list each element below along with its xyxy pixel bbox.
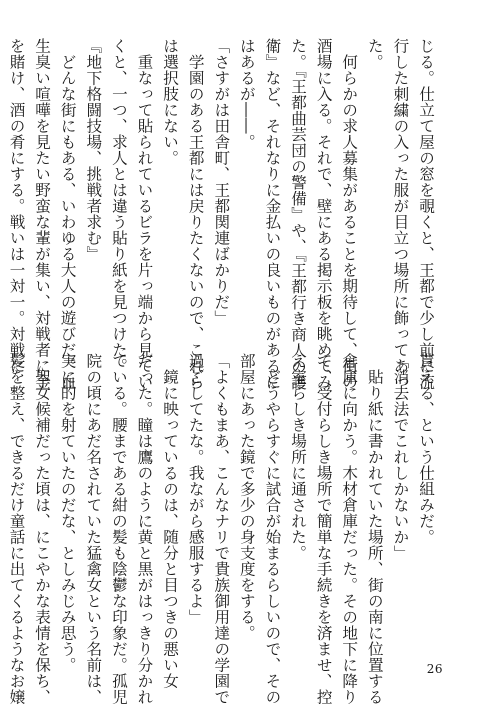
text-line: 酒場に入る。それで、壁にある掲示板を眺めてみ: [314, 38, 333, 390]
text-line: を賭け、酒の肴にする。戦いは一対一。対戦に: [7, 38, 26, 374]
text-line: 衛』など、それなりに金払いの良いものがあるに: [263, 38, 282, 390]
text-line: 学園のある王都には戻りたくないので、これら: [186, 38, 205, 390]
text-line: た。『王都曲芸団の警備』や、『王都行き商人の護: [289, 38, 308, 391]
text-line: 倉庫に向かう。木材倉庫だった。その地下に降り: [340, 353, 359, 705]
text-line: 部屋にあった鏡で多少の身支度をする。: [237, 353, 256, 641]
text-line: 何らかの求人募集があることを期待して、街の: [340, 38, 359, 390]
text-line: ている。腰まである紺の髪も陰鬱な印象だ。孤児: [109, 353, 128, 705]
text-line: 髪を整え、できるだけ童話に出てくるようなお嬢: [7, 353, 26, 705]
text-line: た。: [365, 38, 384, 70]
text-line: は選択肢にない。: [161, 38, 180, 166]
text-line: 貼り紙に書かれていた場所、街の南に位置する: [365, 353, 384, 705]
text-line: 聖女候補だった頃は、にこやかな表情を保ち、: [33, 353, 52, 705]
upper-text-block: [0, 38, 438, 391]
text-line: [0, 38, 3, 310]
text-line: 院の頃にあだ名されていた猛禽女という名前は、: [84, 353, 103, 705]
text-line: どんな街にもある、いわゆる大人の遊びだ。血: [58, 38, 77, 390]
text-line: て、受付らしき場所で簡単な手続きを済ませ、控: [314, 353, 333, 705]
text-line: 「さすがは田舎町、王都関連ばかりだ」: [212, 38, 231, 326]
text-line: 過ごしてたな。我ながら感服するよ」: [186, 353, 205, 625]
text-line: はあるが――。: [237, 38, 256, 150]
text-line: 行した刺繍の入った服が目立つ場所に飾ってあっ: [391, 38, 410, 390]
text-line: [0, 353, 3, 628]
text-line: 実に的を射ていたのだな、としみじみ思う。: [58, 353, 77, 673]
page-number: 26: [426, 662, 443, 676]
text-line: 重なって貼られているビラを片っ端から見てい: [135, 38, 154, 390]
text-line: 「よくもまあ、こんなナリで貴族御用達の学園で: [212, 353, 231, 705]
text-line: 「消去法でこれしかないか」: [391, 353, 410, 561]
text-line: 生臭い喧嘩を見たい野蛮な輩が集い、対戦者に金: [33, 38, 52, 390]
text-line: え室らしき場所に通された。: [289, 353, 308, 561]
text-line: だった。瞳は鷹のように黄と黒がはっきり分かれ: [135, 353, 154, 705]
text-line: 『地下格闘技場、挑戦者求む』: [84, 38, 103, 262]
text-line: 鏡に映っているのは、随分と目つきの悪い女: [161, 353, 180, 689]
text-line: どうやらすぐに試合が始まるらしいので、その: [263, 353, 282, 705]
text-line: じる。仕立て屋の窓を覗くと、王都で少し前に流: [417, 38, 435, 390]
text-line: くと、一つ、求人とは違う貼り紙を見つけた。: [109, 38, 128, 374]
text-line: 貰える、という仕組みだ。: [417, 353, 435, 545]
